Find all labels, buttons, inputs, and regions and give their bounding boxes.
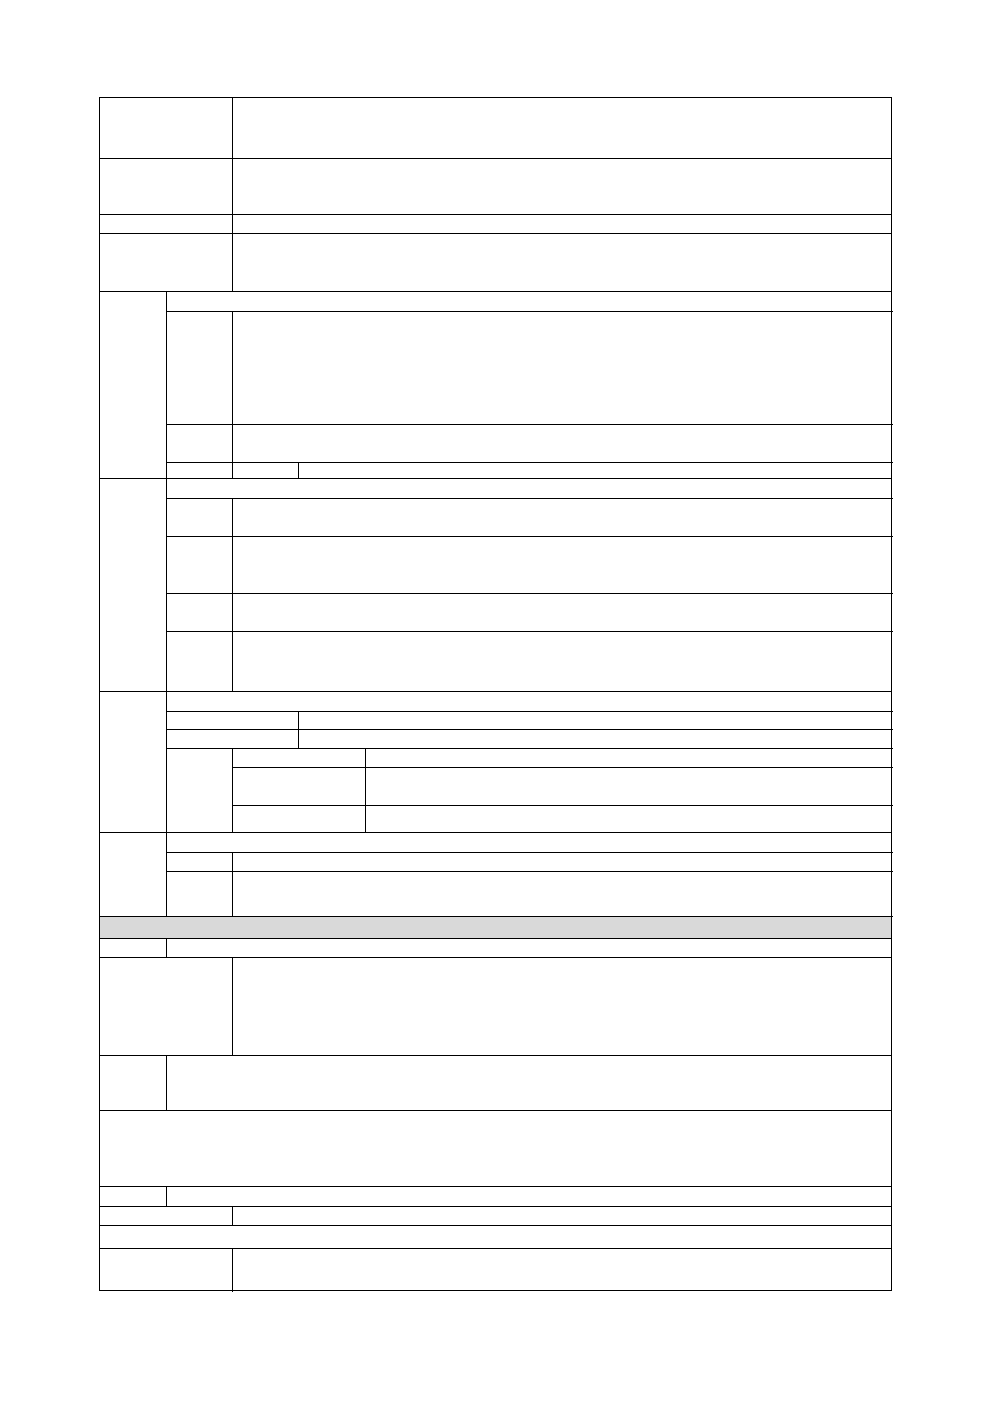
roster-row <box>100 805 891 824</box>
ministry-roster-table <box>99 97 892 1291</box>
roster-row <box>100 215 891 234</box>
roster-section <box>100 233 891 291</box>
roster-row <box>100 159 891 178</box>
roster-row <box>100 650 891 669</box>
roster-row <box>100 292 891 311</box>
roster-row <box>100 977 891 996</box>
roster-row <box>100 178 891 197</box>
roster-row <box>100 729 891 748</box>
roster-row <box>100 833 891 852</box>
roster-section <box>100 478 891 691</box>
roster-row <box>100 555 891 574</box>
department-label <box>100 1056 166 1111</box>
roster-row <box>100 368 891 387</box>
roster-row <box>100 98 891 117</box>
roster-row <box>100 692 891 711</box>
roster-row <box>100 1015 891 1034</box>
roster-row <box>100 574 891 593</box>
roster-section <box>100 158 891 214</box>
roster-row <box>100 890 891 909</box>
roster-row <box>100 406 891 425</box>
roster-row <box>100 1207 891 1226</box>
roster-row <box>100 1268 891 1287</box>
roster-row <box>100 136 891 155</box>
roster-section <box>100 1110 891 1186</box>
roster-section <box>100 938 891 957</box>
roster-row <box>100 786 891 805</box>
column-divider <box>166 1056 167 1110</box>
roster-row <box>100 748 891 767</box>
roster-row <box>100 669 891 688</box>
roster-row <box>100 631 891 650</box>
roster-row <box>100 1249 891 1268</box>
roster-row <box>100 852 891 871</box>
roster-section <box>100 214 891 233</box>
roster-row <box>100 330 891 349</box>
roster-row <box>100 117 891 136</box>
roster-row <box>100 349 891 368</box>
roster-row <box>100 498 891 517</box>
roster-row <box>100 593 891 612</box>
roster-row <box>100 253 891 272</box>
roster-row <box>100 958 891 977</box>
column-divider <box>298 462 299 479</box>
roster-section <box>100 957 891 1055</box>
roster-row <box>100 710 891 729</box>
roster-section <box>100 1225 891 1248</box>
roster-row <box>100 536 891 555</box>
admin-departments-banner <box>100 917 304 939</box>
roster-section <box>100 291 891 478</box>
roster-row <box>100 1187 891 1206</box>
roster-row <box>100 996 891 1015</box>
roster-row <box>100 479 891 498</box>
roster-section <box>100 1186 891 1206</box>
roster-row <box>100 1034 891 1053</box>
roster-row <box>100 767 891 786</box>
roster-section <box>100 916 891 938</box>
roster-section <box>100 832 891 916</box>
roster-row <box>100 871 891 890</box>
roster-row <box>100 272 891 291</box>
roster-section <box>100 1248 891 1292</box>
roster-row <box>100 612 891 631</box>
roster-section <box>100 98 891 158</box>
roster-row <box>100 424 891 443</box>
roster-row <box>100 387 891 406</box>
roster-section <box>100 1055 891 1110</box>
roster-row <box>100 517 891 536</box>
roster-row <box>100 443 891 462</box>
roster-row <box>100 311 891 330</box>
library-committee-heading <box>100 1226 304 1249</box>
roster-row <box>100 234 891 253</box>
roster-section <box>100 691 891 832</box>
roster-section <box>100 1206 891 1225</box>
roster-row <box>100 939 891 958</box>
